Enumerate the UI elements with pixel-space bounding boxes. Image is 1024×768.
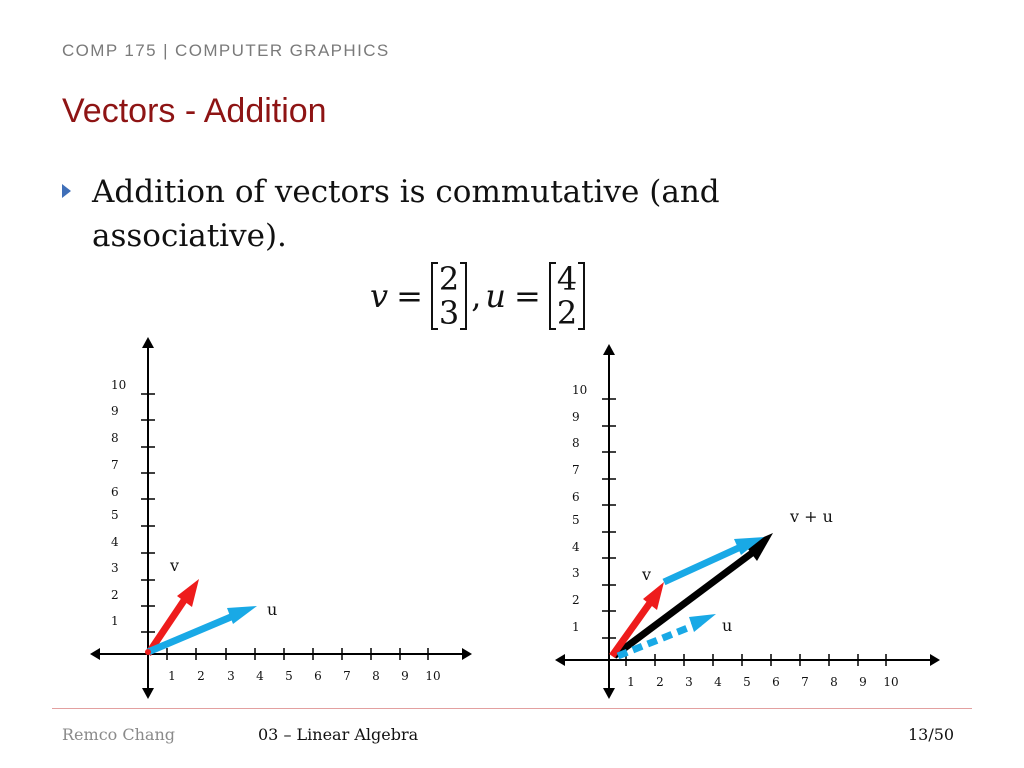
var-v: v [370,277,389,315]
left-x-tick-label: 8 [372,669,380,683]
left-y-tick-label: 4 [111,535,119,549]
footer-divider [52,708,972,709]
left-x-tick-label: 6 [314,669,322,683]
left-x-tick-label: 7 [343,669,351,683]
left-y-arrow-up-icon [142,337,154,348]
matrix-u-bottom: 2 [556,294,578,332]
matrix-v-top: 2 [438,260,460,298]
left-y-tick-label: 7 [111,458,119,472]
footer-page-number: 13/50 [908,725,955,744]
right-y-tick-label: 7 [572,463,580,477]
matrix-v-bottom: 3 [438,294,460,332]
left-x-tick-label: 1 [168,669,176,683]
right-y-tick-label: 4 [572,540,580,554]
right-label-u: u [722,616,733,635]
right-y-arrow-up-icon [603,344,615,355]
right-x-tick-label: 2 [656,675,664,689]
left-label-u: u [267,600,278,619]
separator: , [471,277,482,315]
right-y-tick-label: 2 [572,593,580,607]
graph-left [90,337,472,699]
left-y-tick-label: 10 [111,378,127,392]
left-x-tick-label: 3 [227,669,235,683]
left-x-arrow-left-icon [90,648,100,660]
left-y-tick-label: 2 [111,588,119,602]
left-y-tick-label: 1 [111,614,119,628]
left-y-tick-label: 8 [111,431,119,445]
right-x-tick-label: 8 [830,675,838,689]
footer-author: Remco Chang [62,725,175,744]
left-y-tick-label: 3 [111,561,119,575]
right-x-tick-label: 10 [883,675,899,689]
footer-lecture: 03 – Linear Algebra [258,725,419,744]
left-x-arrow-right-icon [462,648,472,660]
right-y-tick-label: 3 [572,566,580,580]
var-u: u [485,277,507,315]
slide-title: Vectors - Addition [62,92,327,130]
right-y-tick-label: 5 [572,513,580,527]
left-y-tick-label: 6 [111,485,119,499]
left-x-tick-label: 9 [401,669,409,683]
equals-sign-2: = [514,277,541,315]
right-x-tick-label: 6 [772,675,780,689]
right-x-tick-label: 5 [743,675,751,689]
left-y-arrow-down-icon [142,688,154,699]
left-x-tick-label: 2 [197,669,205,683]
right-y-tick-label: 1 [572,620,580,634]
left-x-tick-label: 5 [285,669,293,683]
right-y-tick-label: 6 [572,490,580,504]
right-x-arrow-right-icon [930,654,940,666]
right-x-tick-label: 7 [801,675,809,689]
right-y-arrow-down-icon [603,688,615,699]
right-x-tick-label: 3 [685,675,693,689]
right-vector-u-head [689,614,716,632]
right-label-v: v [642,565,652,584]
right-x-arrow-left-icon [555,654,565,666]
right-y-tick-label: 8 [572,436,580,450]
right-x-tick-label: 4 [714,675,722,689]
matrix-u-top: 4 [556,260,578,298]
left-x-tick-label: 10 [425,669,441,683]
right-vector-sum [614,553,752,656]
left-y-tick-label: 9 [111,404,119,418]
right-label-sum: v + u [790,507,833,526]
left-label-v: v [170,556,180,575]
equals-sign: = [396,277,423,315]
left-x-tick-label: 4 [256,669,264,683]
left-vector-u-head [227,606,257,624]
right-x-tick-label: 9 [859,675,867,689]
graph-right [555,344,940,699]
right-y-tick-label: 10 [572,383,588,397]
left-y-tick-label: 5 [111,508,119,522]
right-y-tick-label: 9 [572,410,580,424]
bullet-text: Addition of vectors is commutative (and associative). [92,174,720,254]
right-x-tick-label: 1 [627,675,635,689]
course-header: COMP 175 | COMPUTER GRAPHICS [62,41,390,60]
